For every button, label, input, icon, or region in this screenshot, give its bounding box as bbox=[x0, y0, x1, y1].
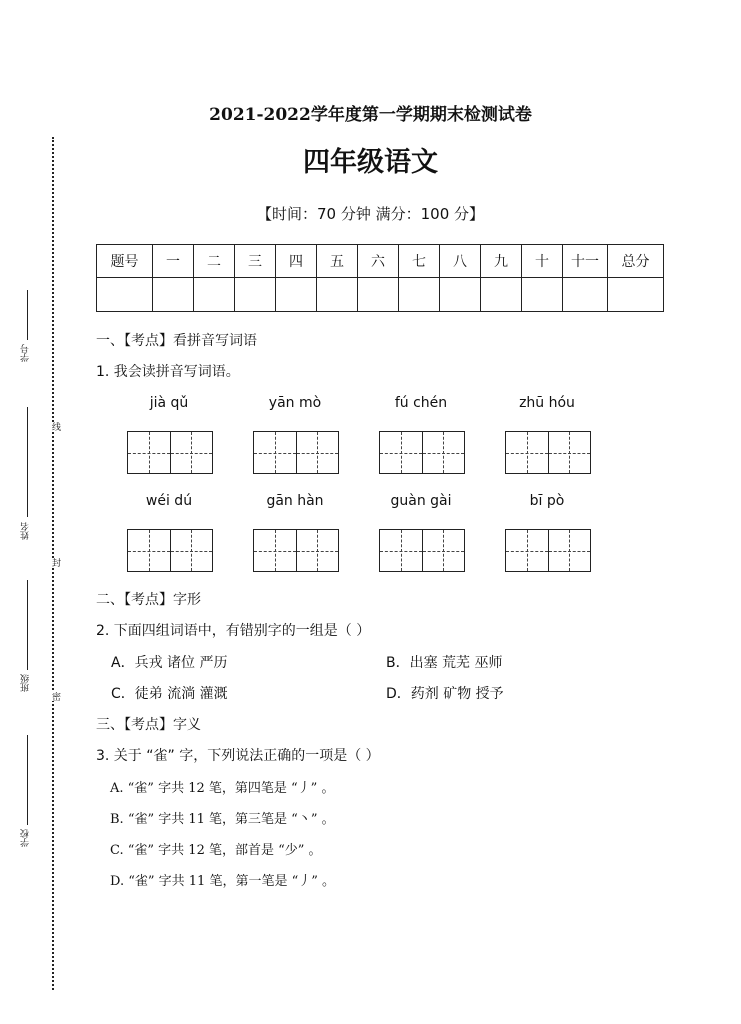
option-d[interactable]: D．药剂 矿物 授予 bbox=[386, 686, 504, 702]
score-header-cell: 一 bbox=[153, 245, 194, 278]
score-entry-cell[interactable] bbox=[440, 278, 481, 312]
score-entry-cell[interactable] bbox=[276, 278, 317, 312]
score-header-cell: 八 bbox=[440, 245, 481, 278]
score-entry-cell[interactable] bbox=[608, 278, 664, 312]
score-entry-cell[interactable] bbox=[317, 278, 358, 312]
score-header-cell: 十一 bbox=[563, 245, 608, 278]
student-id-label: 学号 bbox=[21, 344, 31, 362]
option-b[interactable]: B. “雀” 字共 11 笔，第三笔是 “丶” 。 bbox=[110, 812, 335, 827]
section-1-heading: 一、【考点】看拼音写词语 bbox=[96, 333, 257, 349]
class-blank[interactable] bbox=[27, 580, 28, 670]
question-3: 3. 关于 “雀” 字，下列说法正确的一项是（ ） bbox=[96, 748, 380, 764]
seal-mark-mi: 密 bbox=[50, 692, 60, 701]
score-entry-cell[interactable] bbox=[481, 278, 522, 312]
option-c[interactable]: C. “雀” 字共 12 笔，部首是 “少” 。 bbox=[110, 843, 322, 858]
exam-title: 2021-2022学年度第一学期期末检测试卷 bbox=[209, 105, 532, 125]
writing-grid[interactable] bbox=[253, 431, 339, 474]
time-score-line: 【时间：70 分钟 满分：100 分】 bbox=[256, 205, 485, 223]
seal-mark-xian: 线 bbox=[50, 422, 60, 431]
option-c[interactable]: C．徒弟 流淌 灌溉 bbox=[111, 686, 228, 702]
subject-title: 四年级语文 bbox=[303, 147, 438, 178]
score-entry-cell[interactable] bbox=[153, 278, 194, 312]
pinyin-label: gān hàn bbox=[266, 493, 324, 509]
pinyin-label: bī pò bbox=[529, 493, 565, 509]
score-entry-cell[interactable] bbox=[194, 278, 235, 312]
option-d[interactable]: D. “雀” 字共 11 笔，第一笔是 “丿” 。 bbox=[110, 874, 336, 889]
pinyin-label: jià qǔ bbox=[149, 395, 189, 411]
writing-grid[interactable] bbox=[505, 529, 591, 572]
section-3-heading: 三、【考点】字义 bbox=[96, 717, 201, 733]
score-entry-cell[interactable] bbox=[563, 278, 608, 312]
name-label: 姓名 bbox=[21, 522, 31, 540]
score-entry-cell[interactable] bbox=[97, 278, 153, 312]
score-header-cell: 题号 bbox=[97, 245, 153, 278]
score-header-cell: 九 bbox=[481, 245, 522, 278]
score-header-cell: 七 bbox=[399, 245, 440, 278]
seal-mark-feng: 封 bbox=[50, 558, 60, 567]
writing-grid[interactable] bbox=[127, 529, 213, 572]
section-2-heading: 二、【考点】字形 bbox=[96, 592, 201, 608]
pinyin-label: yān mò bbox=[268, 395, 322, 411]
pinyin-label: guàn gài bbox=[390, 493, 452, 509]
score-entry-cell[interactable] bbox=[235, 278, 276, 312]
score-header-cell: 十 bbox=[522, 245, 563, 278]
student-id-blank[interactable] bbox=[27, 290, 28, 340]
writing-grid[interactable] bbox=[505, 431, 591, 474]
pinyin-label: wéi dú bbox=[145, 493, 193, 509]
score-entry-cell[interactable] bbox=[358, 278, 399, 312]
writing-grid[interactable] bbox=[379, 431, 465, 474]
pinyin-label: zhū hóu bbox=[519, 395, 575, 411]
score-header-cell: 二 bbox=[194, 245, 235, 278]
option-a[interactable]: A．兵戎 诸位 严历 bbox=[111, 655, 228, 671]
option-b[interactable]: B．出塞 荒芜 巫师 bbox=[386, 655, 503, 671]
writing-grid[interactable] bbox=[379, 529, 465, 572]
score-header-cell: 总分 bbox=[608, 245, 664, 278]
school-blank[interactable] bbox=[27, 735, 28, 825]
score-header-cell: 四 bbox=[276, 245, 317, 278]
option-a[interactable]: A. “雀” 字共 12 笔，第四笔是 “丿” 。 bbox=[110, 781, 335, 796]
school-label: 学校 bbox=[21, 829, 31, 847]
score-header-cell: 三 bbox=[235, 245, 276, 278]
score-header-cell: 六 bbox=[358, 245, 399, 278]
name-blank[interactable] bbox=[27, 407, 28, 517]
writing-grid[interactable] bbox=[253, 529, 339, 572]
question-2: 2. 下面四组词语中，有错别字的一组是（ ） bbox=[96, 623, 371, 639]
pinyin-label: fú chén bbox=[394, 395, 448, 411]
writing-grid[interactable] bbox=[127, 431, 213, 474]
score-entry-cell[interactable] bbox=[522, 278, 563, 312]
class-label: 班级 bbox=[21, 674, 31, 692]
score-header-cell: 五 bbox=[317, 245, 358, 278]
question-1: 1. 我会读拼音写词语。 bbox=[96, 364, 240, 380]
score-table bbox=[96, 244, 664, 312]
score-entry-cell[interactable] bbox=[399, 278, 440, 312]
